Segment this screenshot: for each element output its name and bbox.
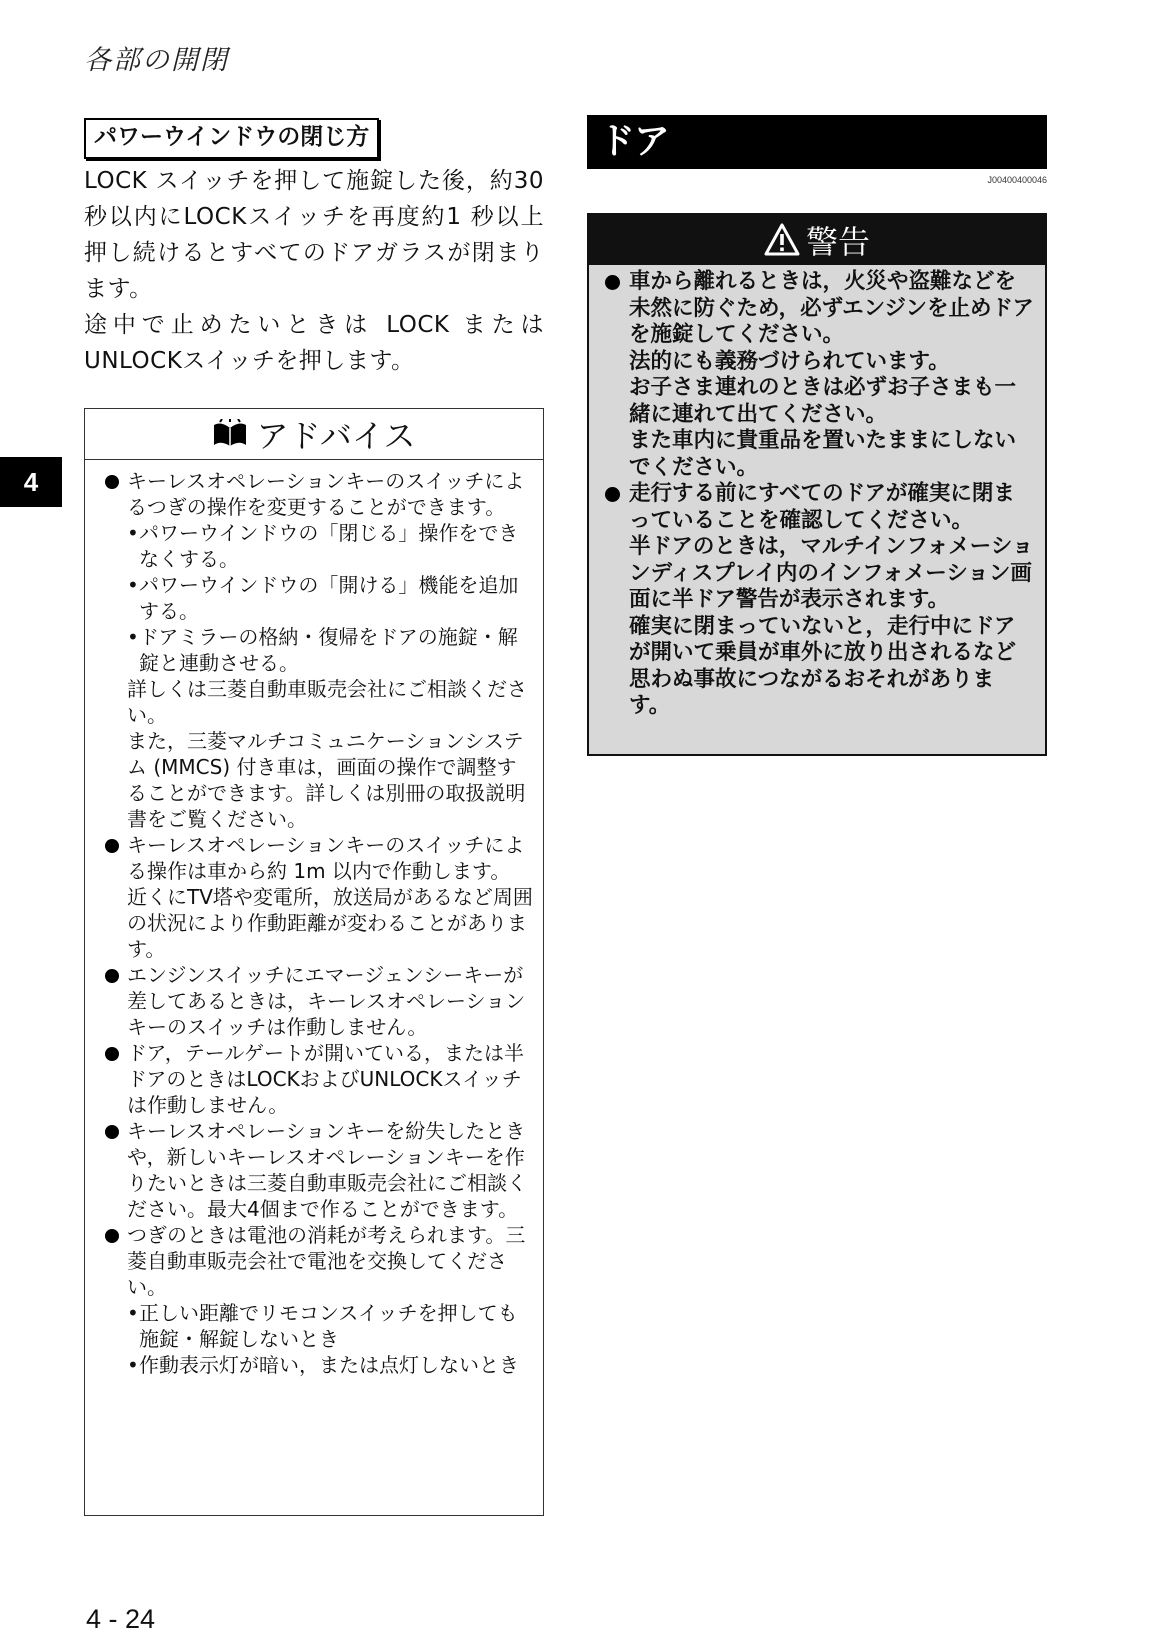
warning-note: お子さま連れのときは必ずお子さまも一緒に連れて出てください。 <box>629 375 1017 427</box>
advice-subitem: • ドアミラーの格納・復帰をドアの施錠・解錠と連動させる。 <box>127 624 533 676</box>
advice-header <box>85 409 543 460</box>
advice-item <box>103 1118 533 1222</box>
advice-text: キーレスオペレーションキーのスイッチによるつぎの操作を変更することができます。 <box>127 469 525 519</box>
advice-item <box>103 962 533 1040</box>
page-number: 4 - 24 <box>86 1604 156 1634</box>
warning-title: 警告 <box>805 223 870 261</box>
paragraph: LOCK スイッチを押して施錠した後，約30 秒以内にLOCKスイッチを再度約1 秒以上押し続けるとすべてのドアガラスが閉まります。 <box>84 168 544 302</box>
advice-item <box>103 468 533 832</box>
warning-header <box>589 215 1045 265</box>
advice-item <box>103 1222 533 1378</box>
advice-text: エンジンスイッチにエマージェンシーキーが差してあるときは，キーレスオペレーションキーのスイッチは作動しません。 <box>127 963 526 1039</box>
warning-box <box>587 213 1047 756</box>
document-code: J00400400046 <box>987 175 1047 185</box>
warning-item <box>603 481 1035 720</box>
section-header: 各部の開閉 <box>84 45 229 76</box>
advice-box <box>84 408 544 1516</box>
advice-text: つぎのときは電池の消耗が考えられます。三菱自動車販売会社で電池を交換してください。 <box>127 1223 526 1299</box>
power-window-heading: パワーウインドウの閉じ方 <box>84 118 379 159</box>
warning-note: 確実に閉まっていないと，走行中にドアが開いて乗員が車外に放り出されるなど思わぬ事故につながるおそれがあります。 <box>629 613 1017 718</box>
warning-content <box>589 265 1045 720</box>
advice-content <box>85 460 543 1378</box>
paragraph: 途中で止めたいときは LOCK または UNLOCKスイッチを押します。 <box>84 312 544 374</box>
advice-note: 詳しくは三菱自動車販売会社にご相談ください。 <box>127 677 527 727</box>
advice-text: ドア，テールゲートが開いている，または半ドアのときはLOCKおよびUNLOCKスイッチは作動しません。 <box>127 1041 524 1117</box>
chapter-tab: 4 <box>0 457 62 507</box>
advice-note: また，三菱マルチコミュニケーションシステム (MMCS) 付き車は，画面の操作で調整することができます。詳しくは別冊の取扱説明書をご覧ください。 <box>127 729 526 831</box>
advice-icon <box>212 419 248 449</box>
warning-item <box>603 269 1035 481</box>
advice-text: キーレスオペレーションキーのスイッチによる操作は車から約 1m 以内で作動します。 <box>127 833 525 883</box>
warning-triangle-icon <box>764 223 800 257</box>
advice-subitem: • 正しい距離でリモコンスイッチを押しても施錠・解錠しないとき <box>127 1300 533 1352</box>
advice-item <box>103 832 533 962</box>
advice-text: キーレスオペレーションキーを紛失したときや，新しいキーレスオペレーションキーを作りたいときは三菱自動車販売会社にご相談ください。最大4個まで作ることができます。 <box>127 1119 527 1221</box>
advice-subitem: • 作動表示灯が暗い，または点灯しないとき <box>127 1352 533 1378</box>
advice-item <box>103 1040 533 1118</box>
warning-text: 走行する前にすべてのドアが確実に閉まっていることを確認してください。 <box>629 481 1015 533</box>
door-section-heading: ドア <box>587 115 1047 169</box>
warning-note: 半ドアのときは，マルチインフォメーションディスプレイ内のインフォメーション画面に半ドア警告が表示されます。 <box>629 534 1034 612</box>
warning-text: 車から離れるときは，火災や盗難などを未然に防ぐため，必ずエンジンを止めドアを施錠してください。 <box>629 269 1034 347</box>
advice-title: アドバイス <box>256 417 416 455</box>
warning-note: また車内に貴重品を置いたままにしないでください。 <box>629 428 1017 480</box>
power-window-instructions <box>84 163 544 379</box>
advice-subitem: • パワーウインドウの「開ける」機能を追加する。 <box>127 572 533 624</box>
warning-note: 法的にも義務づけられています。 <box>629 348 950 374</box>
advice-subitem: • パワーウインドウの「閉じる」操作をできなくする。 <box>127 520 533 572</box>
advice-note: 近くにTV塔や変電所，放送局があるなど周囲の状況により作動距離が変わることがあります。 <box>127 885 533 961</box>
